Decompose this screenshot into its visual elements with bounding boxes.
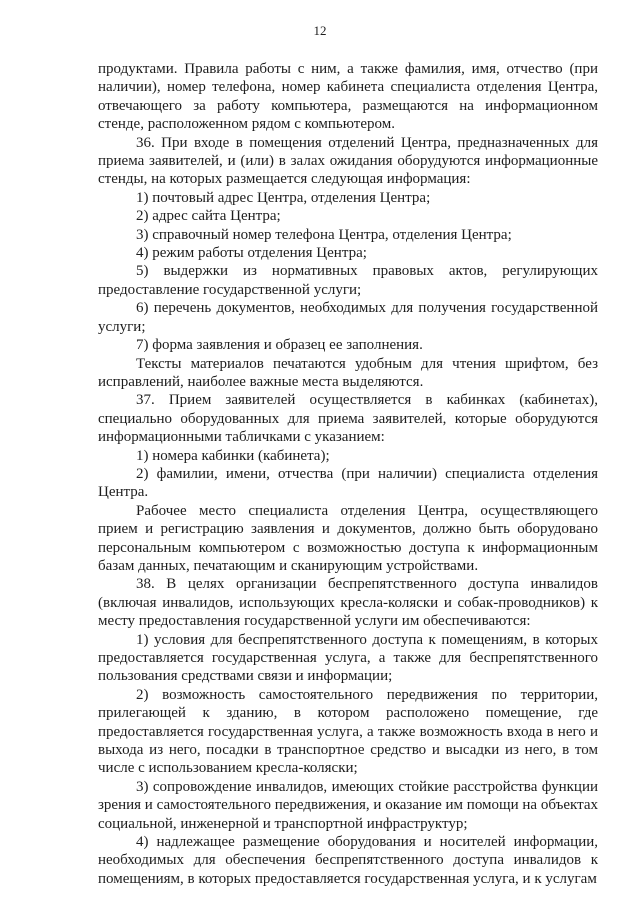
- list-item: 1) почтовый адрес Центра, отделения Центра;: [136, 189, 431, 206]
- list-item: 7) форма заявления и образец ее заполнения.: [136, 337, 423, 354]
- page-number: 12: [313, 23, 327, 38]
- paragraph: Рабочее место специалиста отделения Центра, осуществляющего прием и регистрацию заявления и документов, должно быть оборудовано персональным компьютером с возможностью доступа к информационным базам данных, печатающим и сканирующим устройствами.: [98, 502, 598, 574]
- paragraph-clause-36: 36. При входе в помещения отделений Центра, предназначенных для приема заявителей, и (или) в залах ожидания оборудуются информационные стенды, на которых размещается следующая информация:: [98, 134, 598, 188]
- list-item: 2) фамилии, имени, отчества (при наличии) специалиста отделения Центра.: [98, 465, 598, 501]
- list-item: 4) режим работы отделения Центра;: [136, 245, 367, 262]
- paragraph-clause-37: 37. Прием заявителей осуществляется в кабинках (кабинетах), специально оборудованных для приема заявителей, которые оборудуются информационными табличками с указанием:: [98, 392, 598, 446]
- list-item: 6) перечень документов, необходимых для получения государственной услуги;: [98, 300, 598, 335]
- document-body: [98, 60, 598, 888]
- list-item: 2) адрес сайта Центра;: [136, 208, 281, 225]
- paragraph: продуктами. Правила работы с ним, а также фамилия, имя, отчество (при наличии), номер телефона, номер кабинета специалиста отделения Центра, отвечающего за работу компьютера, размещаются на информационном стенде, расположенном рядом с компьютером.: [98, 61, 598, 133]
- list-item: 3) сопровождение инвалидов, имеющих стойкие расстройства функции зрения и самостоятельного передвижения, и оказание им помощи на объектах социальной, инженерной и транспортной инфраструктур;: [98, 778, 598, 832]
- paragraph-clause-38: 38. В целях организации беспрепятственного доступа инвалидов (включая инвалидов, использующих кресла-коляски и собак-проводников) к месту предоставления государственной услуги им обеспечиваются:: [98, 576, 598, 630]
- list-item: 1) условия для беспрепятственного доступа к помещениям, в которых предоставляется государственная услуга, а также для беспрепятственного пользования средствами связи и информации;: [98, 631, 598, 685]
- list-item: 3) справочный номер телефона Центра, отделения Центра;: [136, 226, 512, 243]
- list-item: 5) выдержки из нормативных правовых актов, регулирующих предоставление государственной услуги;: [98, 263, 598, 298]
- paragraph: Тексты материалов печатаются удобным для чтения шрифтом, без исправлений, наиболее важные места выделяются.: [98, 355, 598, 390]
- list-item: 2) возможность самостоятельного передвижения по территории, прилегающей к зданию, в котором расположено помещение, где предоставляется государственная услуга, а также возможность входа в него и выхода из него, посадки в транспортное средство и высадки из него, в том числе с использованием кресла-коляски;: [98, 686, 598, 777]
- list-item: 1) номера кабинки (кабинета);: [136, 447, 330, 464]
- list-item: 4) надлежащее размещение оборудования и носителей информации, необходимых для обеспечения беспрепятственного доступа инвалидов к помещениям, в которых предоставляется государственная услуга, и к услугам: [98, 834, 598, 887]
